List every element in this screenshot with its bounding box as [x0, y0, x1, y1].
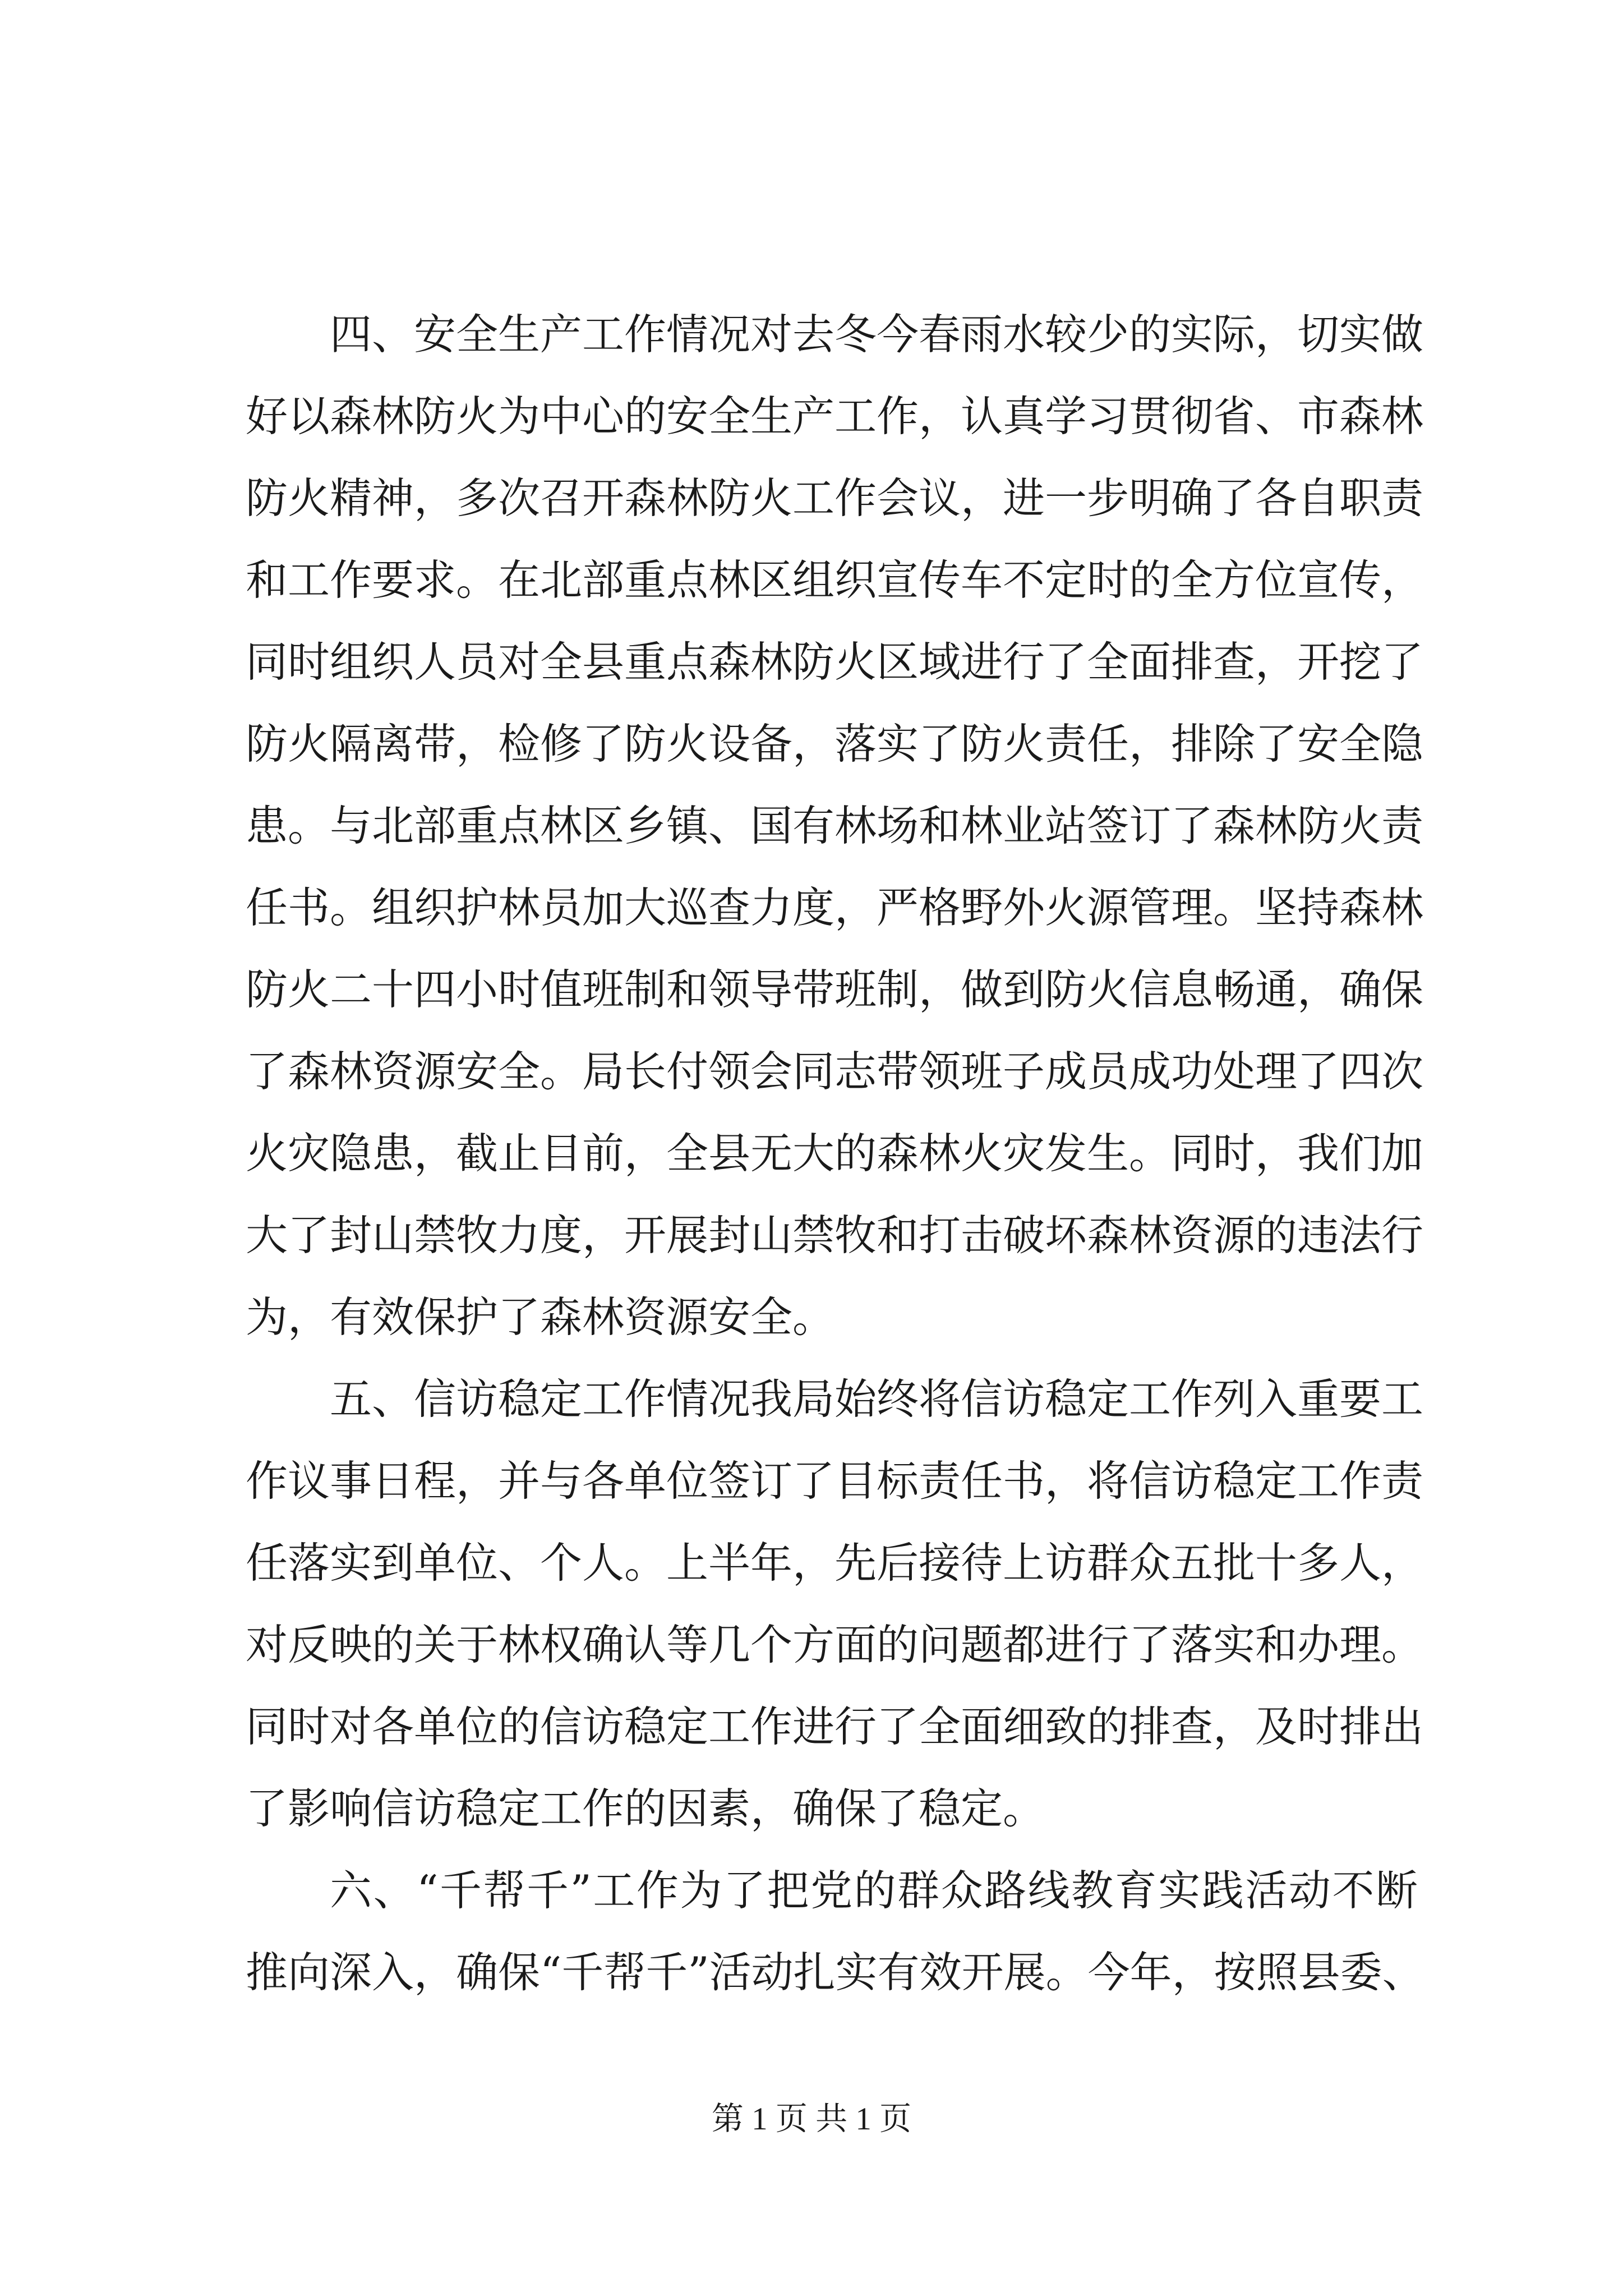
paragraph-line: 六、“千帮千”工作为了把党的群众路线教育实践活动不断 — [330, 1866, 1418, 1915]
paragraph-line: 防火隔离带，检修了防火设备，落实了防火责任，排除了安全隐 — [246, 719, 1424, 769]
page-number-footer: 第 1 页 共 1 页 — [711, 2101, 912, 2137]
paragraph-line: 为，有效保护了森林资源安全。 — [246, 1292, 835, 1342]
paragraph-line: 四、安全生产工作情况对去冬今春雨水较少的实际，切实做 — [330, 310, 1424, 359]
paragraph-line: 对反映的关于林权确认等几个方面的问题都进行了落实和办理。 — [246, 1620, 1424, 1669]
paragraph-line: 了影响信访稳定工作的因素，确保了稳定。 — [246, 1784, 1045, 1833]
paragraph-line: 好以森林防火为中心的安全生产工作，认真学习贯彻省、市森林 — [246, 392, 1424, 441]
paragraph-line: 同时组织人员对全县重点森林防火区域进行了全面排查，开挖了 — [246, 637, 1424, 687]
paragraph-line: 防火精神，多次召开森林防火工作会议，进一步明确了各自职责 — [246, 473, 1424, 523]
paragraph-line: 和工作要求。在北部重点林区组织宣传车不定时的全方位宣传， — [246, 555, 1424, 605]
paragraph-line: 作议事日程，并与各单位签订了目标责任书，将信访稳定工作责 — [246, 1456, 1424, 1506]
paragraph-line: 五、信访稳定工作情况我局始终将信访稳定工作列入重要工 — [330, 1374, 1424, 1424]
paragraph-line: 任落实到单位、个人。上半年，先后接待上访群众五批十多人， — [246, 1538, 1424, 1588]
paragraph-line: 火灾隐患，截止目前，全县无大的森林火灾发生。同时，我们加 — [246, 1129, 1424, 1178]
paragraph-line: 任书。组织护林员加大巡查力度，严格野外火源管理。坚持森林 — [246, 883, 1424, 932]
paragraph-line: 患。与北部重点林区乡镇、国有林场和林业站签订了森林防火责 — [246, 801, 1424, 850]
paragraph-line: 大了封山禁牧力度，开展封山禁牧和打击破坏森林资源的违法行 — [246, 1211, 1424, 1260]
document-body — [246, 293, 1424, 2013]
paragraph-line: 同时对各单位的信访稳定工作进行了全面细致的排查，及时排出 — [246, 1702, 1424, 1751]
paragraph-line: 了森林资源安全。局长付领会同志带领班子成员成功处理了四次 — [246, 1047, 1424, 1096]
paragraph-line: 防火二十四小时值班制和领导带班制，做到防火信息畅通，确保 — [246, 965, 1424, 1014]
paragraph-line: 推向深入，确保“千帮千”活动扎实有效开展。今年，按照县委、 — [246, 1948, 1424, 1997]
